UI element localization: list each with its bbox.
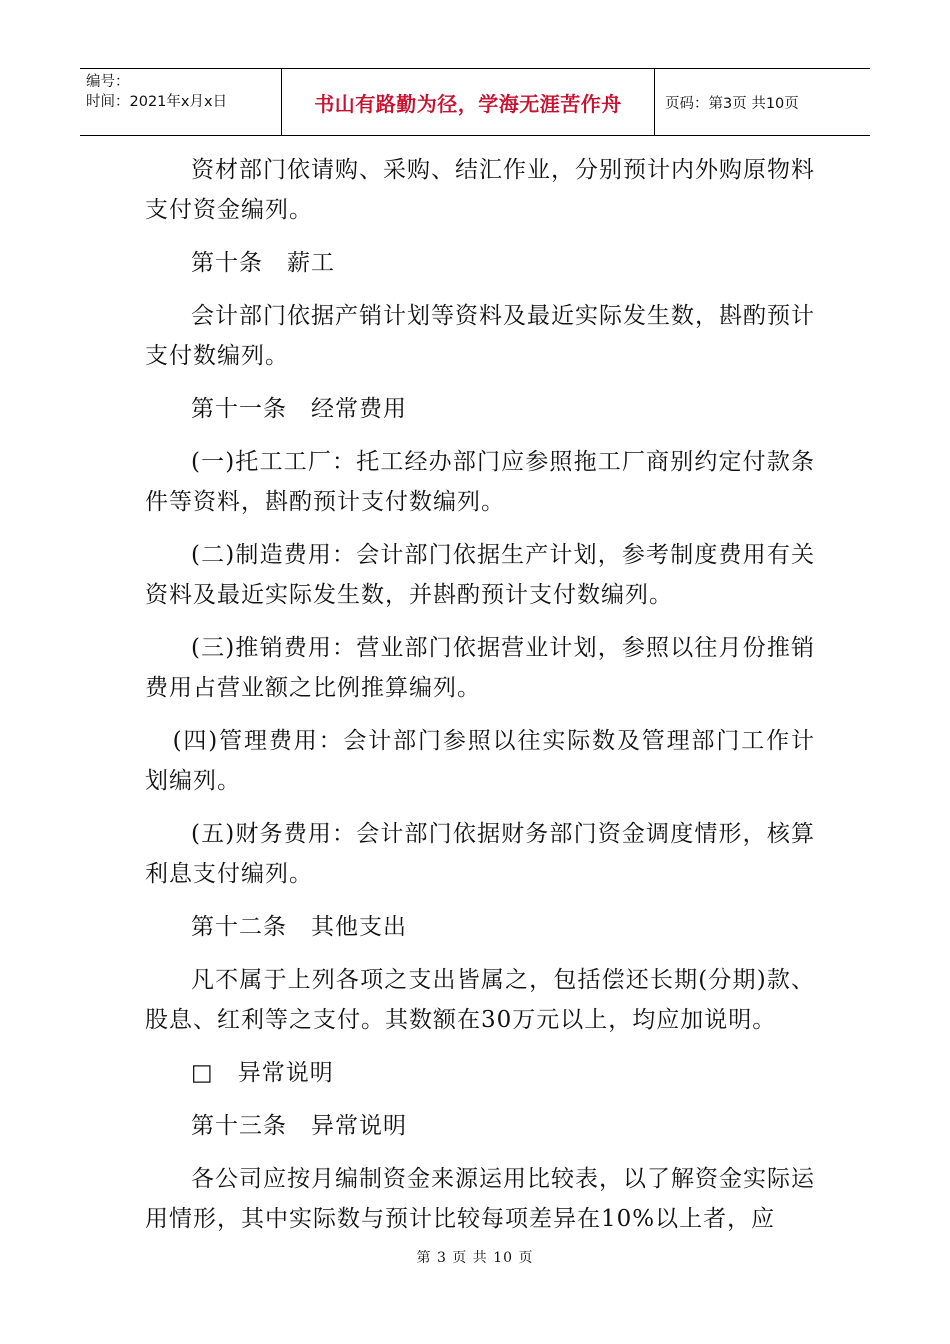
page-footer: 第 3 页 共 10 页 — [416, 1250, 534, 1266]
paragraph: (三)推销费用：营业部门依据营业计划，参照以往月份推销费用占营业额之比例推算编列。 — [145, 635, 815, 701]
number-label: 编号： — [86, 74, 130, 90]
article-heading: 第十一条 经常费用 — [191, 396, 407, 422]
paragraph: 凡不属于上列各项之支出皆属之，包括偿还长期(分期)款、股息、红利等之支付。其数额在30万元以上，均应加说明。 — [145, 967, 815, 1033]
article-heading: 第十二条 其他支出 — [191, 914, 407, 940]
section-heading: □ 异常说明 — [191, 1060, 334, 1086]
document-body — [145, 150, 815, 1252]
paragraph: 资材部门依请购、采购、结汇作业，分别预计内外购原物料支付资金编列。 — [145, 157, 815, 223]
header-page-info: 页码：第3页 共10页 — [665, 95, 799, 112]
paragraph: 各公司应按月编制资金来源运用比较表，以了解资金实际运用情形，其中实际数与预计比较每项差异在10%以上者，应 — [145, 1166, 815, 1232]
header-meta — [80, 69, 282, 135]
paragraph: (一)托工工厂：托工经办部门应参照拖工厂商别约定付款条件等资料，斟酌预计支付数编列。 — [145, 449, 815, 515]
header-motto: 书山有路勤为径，学海无涯苦作舟 — [282, 69, 655, 135]
paragraph: (五)财务费用：会计部门依据财务部门资金调度情形，核算利息支付编列。 — [145, 821, 815, 887]
page-header — [80, 68, 870, 136]
paragraph: (二)制造费用：会计部门依据生产计划，参考制度费用有关资料及最近实际发生数，并斟酌预计支付数编列。 — [145, 542, 815, 608]
article-heading: 第十条 薪工 — [191, 250, 335, 276]
article-heading: 第十三条 异常说明 — [191, 1113, 407, 1139]
paragraph: (四)管理费用：会计部门参照以往实际数及管理部门工作计划编列。 — [145, 728, 815, 794]
time-label: 时间：2021年x月x日 — [86, 94, 228, 110]
paragraph: 会计部门依据产销计划等资料及最近实际发生数，斟酌预计支付数编列。 — [145, 303, 815, 369]
